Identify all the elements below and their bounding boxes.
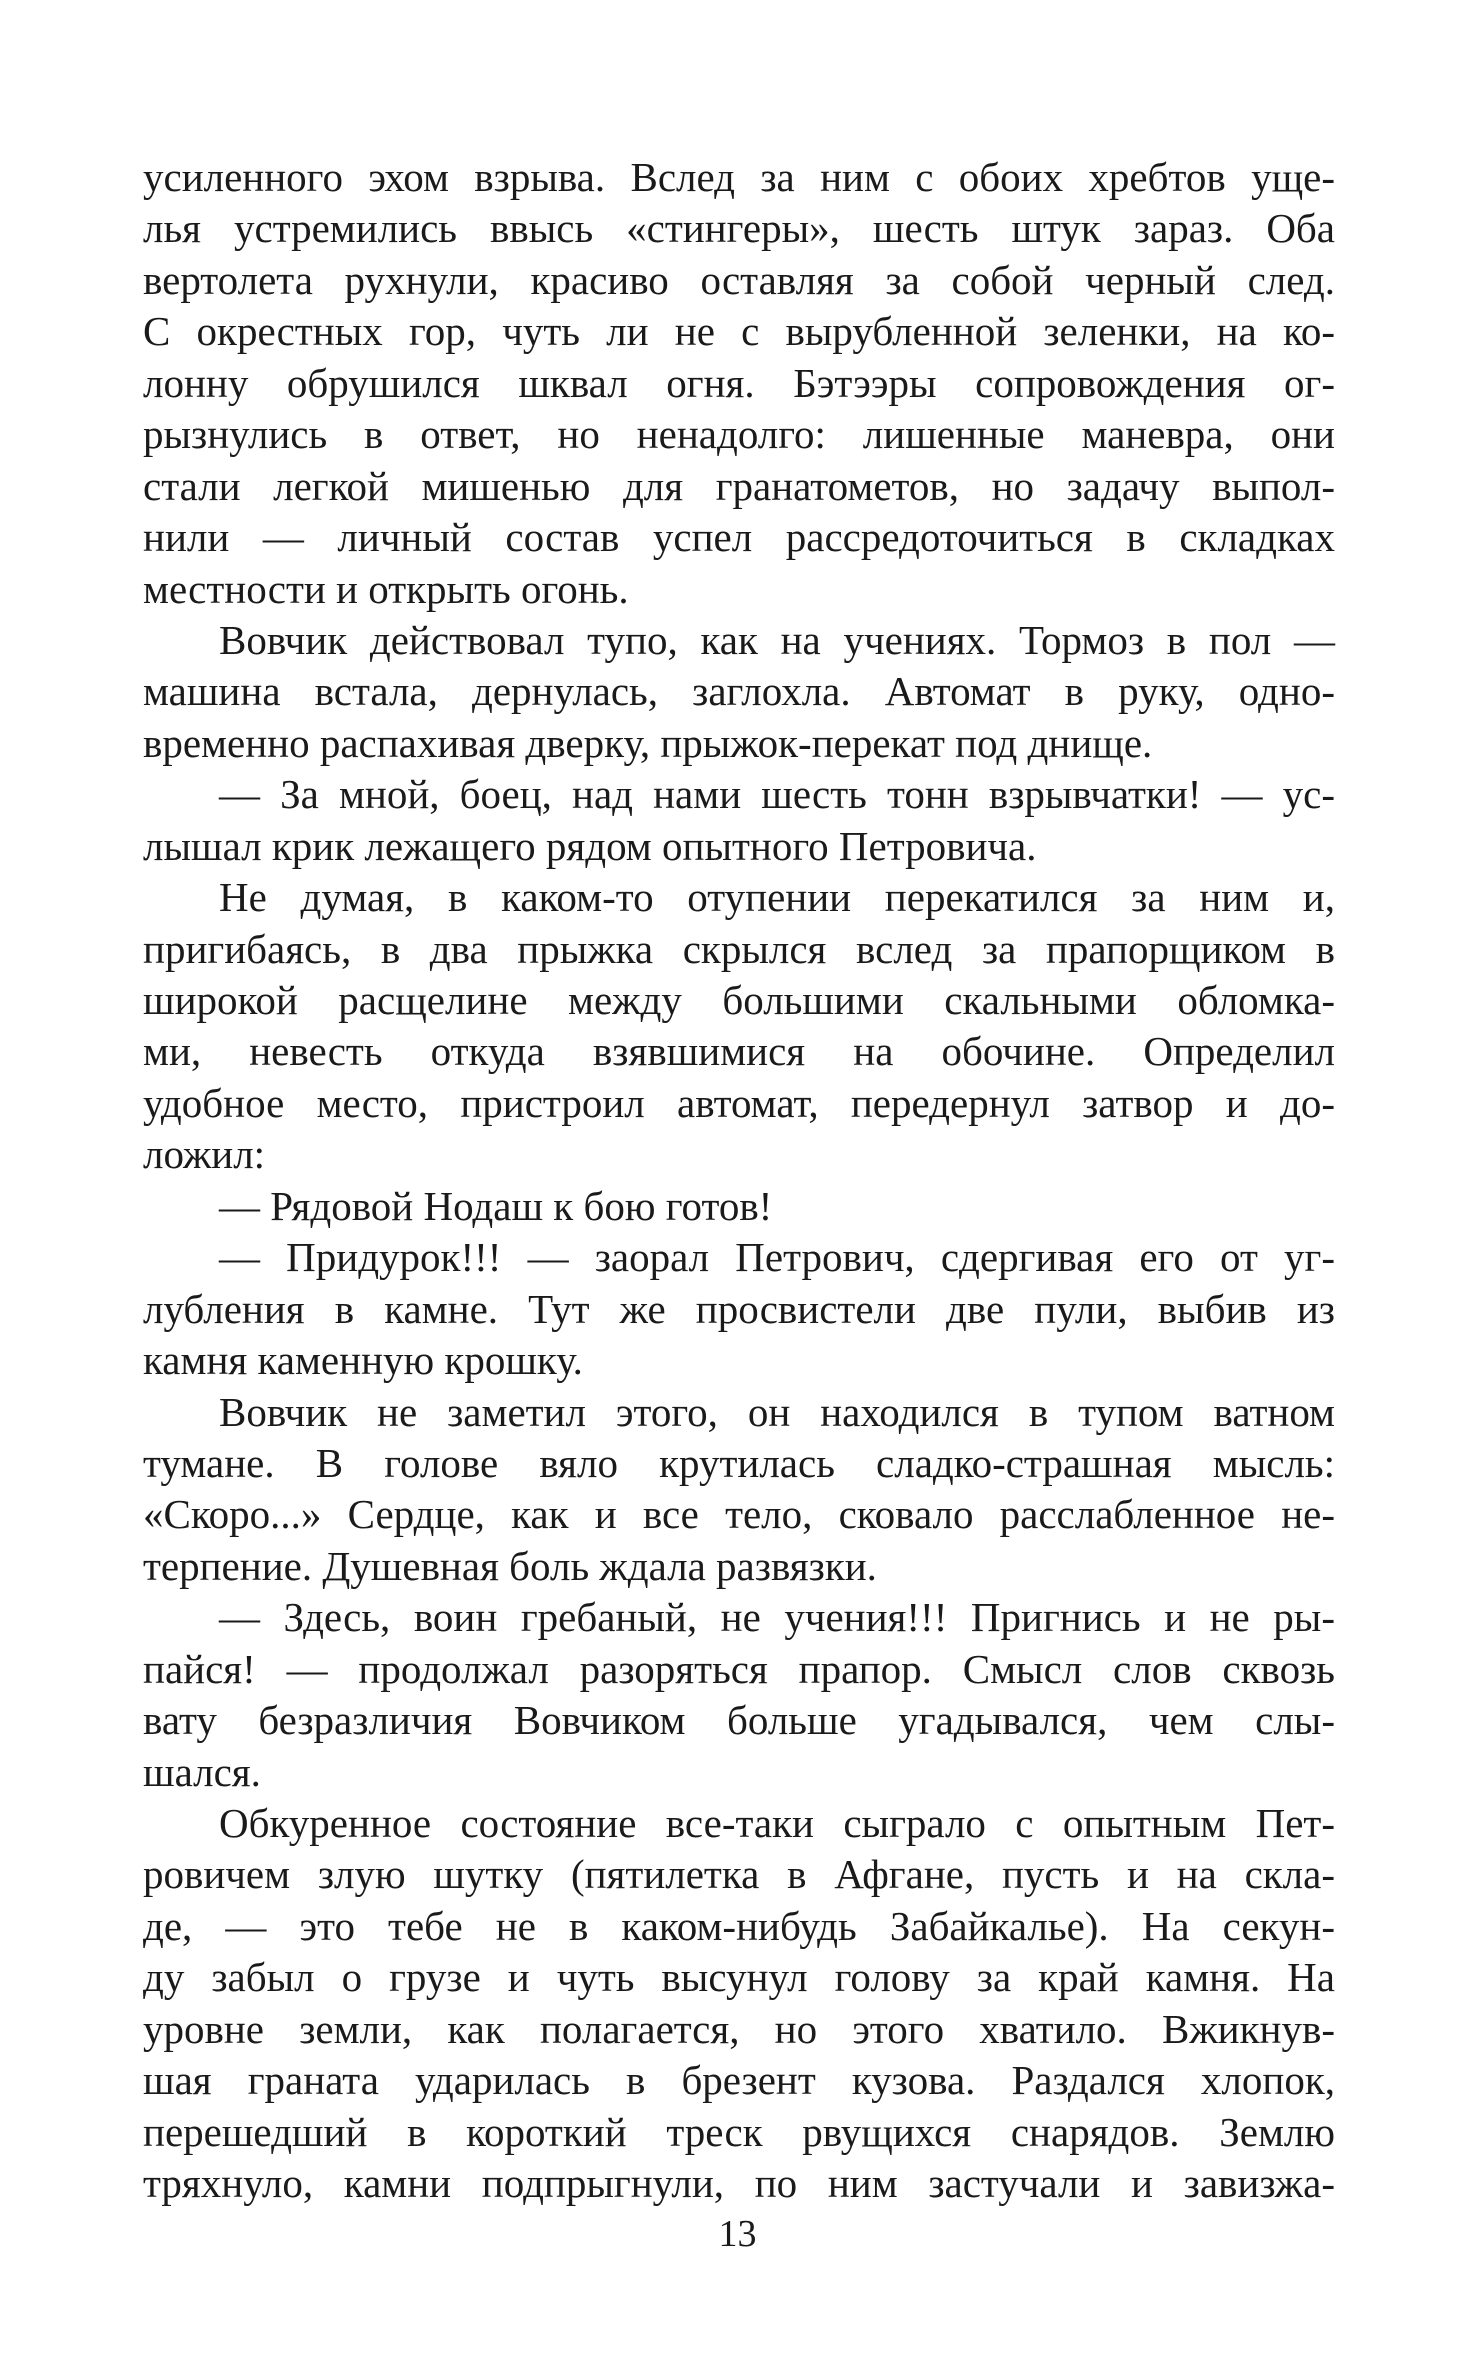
text-line: перешедший в короткий треск рвущихся снарядов. Землю (143, 2108, 1335, 2155)
text-line: нили — личный состав успел рассредоточиться в складках (143, 514, 1335, 561)
text-line: шался. (143, 1748, 261, 1795)
text-line: лышал крик лежащего рядом опытного Петровича. (143, 822, 1037, 869)
text-line: усиленного эхом взрыва. Вслед за ним с обоих хребтов уще- (143, 154, 1335, 200)
text-line: — За мной, боец, над нами шесть тонн взрывчатки! — ус- (219, 771, 1335, 818)
text-line: пайся! — продолжал разоряться прапор. Смысл слов сквозь (143, 1645, 1335, 1692)
text-line: С окрестных гор, чуть ли не с вырубленной зеленки, на ко- (143, 308, 1335, 355)
text-line: лубления в камне. Тут же просвистели две пули, выбив из (143, 1285, 1335, 1332)
body-text (143, 152, 1335, 2210)
text-line: ложил: (143, 1131, 266, 1178)
text-line: пригибаясь, в два прыжка скрылся вслед за прапорщиком в (143, 925, 1335, 972)
text-line: де, — это тебе не в каком-нибудь Забайкалье). На секун- (143, 1902, 1335, 1949)
text-line: шая граната ударилась в брезент кузова. Раздался хлопок, (143, 2057, 1335, 2104)
text-line: Вовчик действовал тупо, как на учениях. Тормоз в пол — (219, 616, 1335, 663)
text-line: — Придурок!!! — заорал Петрович, сдергивая его от уг- (219, 1234, 1335, 1281)
text-line: рызнулись в ответ, но ненадолго: лишенные маневра, они (143, 411, 1335, 458)
text-line: тряхнуло, камни подпрыгнули, по ним застучали и завизжа- (143, 2160, 1335, 2207)
text-line: Обкуренное состояние все-таки сыграло с опытным Пет- (219, 1800, 1335, 1846)
text-line: — Рядовой Нодаш к бою готов! (219, 1182, 773, 1229)
text-line: тумане. В голове вяло крутилась сладко-страшная мысль: (143, 1439, 1335, 1486)
text-line: местности и открыть огонь. (143, 565, 629, 612)
text-line: уровне земли, как полагается, но этого хватило. Вжикнув- (143, 2005, 1335, 2052)
text-line: «Скоро...» Сердце, как и все тело, сковало расслабленное не- (143, 1491, 1335, 1538)
text-line: машина встала, дернулась, заглохла. Автомат в руку, одно- (143, 668, 1335, 715)
text-line: — Здесь, воин гребаный, не учения!!! Пригнись и не ры- (219, 1594, 1335, 1641)
text-line: ровичем злую шутку (пятилетка в Афгане, пусть и на скла- (143, 1851, 1335, 1898)
text-line: терпение. Душевная боль ждала развязки. (143, 1542, 877, 1589)
text-line: вертолета рухнули, красиво оставляя за собой черный след. (143, 256, 1335, 303)
text-line: ду забыл о грузе и чуть высунул голову за край камня. На (143, 1954, 1335, 2001)
text-line: ми, невесть откуда взявшимися на обочине. Определил (143, 1028, 1335, 1075)
text-line: временно распахивая дверку, прыжок-перекат под днище. (143, 719, 1153, 766)
text-line: вату безразличия Вовчиком больше угадывался, чем слы- (143, 1697, 1335, 1744)
text-line: камня каменную крошку. (143, 1337, 583, 1384)
text-line: Не думая, в каком-то отупении перекатился за ним и, (219, 874, 1335, 921)
text-line: Вовчик не заметил этого, он находился в тупом ватном (219, 1388, 1335, 1435)
text-line: удобное место, пристроил автомат, передернул затвор и до- (143, 1079, 1335, 1126)
page-number: 13 (718, 2213, 757, 2255)
text-line: лья устремились ввысь «стингеры», шесть штук зараз. Оба (143, 205, 1335, 252)
text-line: широкой расщелине между большими скальными обломка- (143, 977, 1335, 1023)
text-line: лонну обрушился шквал огня. Бэтээры сопровождения ог- (143, 359, 1335, 406)
text-line: стали легкой мишенью для гранатометов, но задачу выпол- (143, 462, 1335, 509)
